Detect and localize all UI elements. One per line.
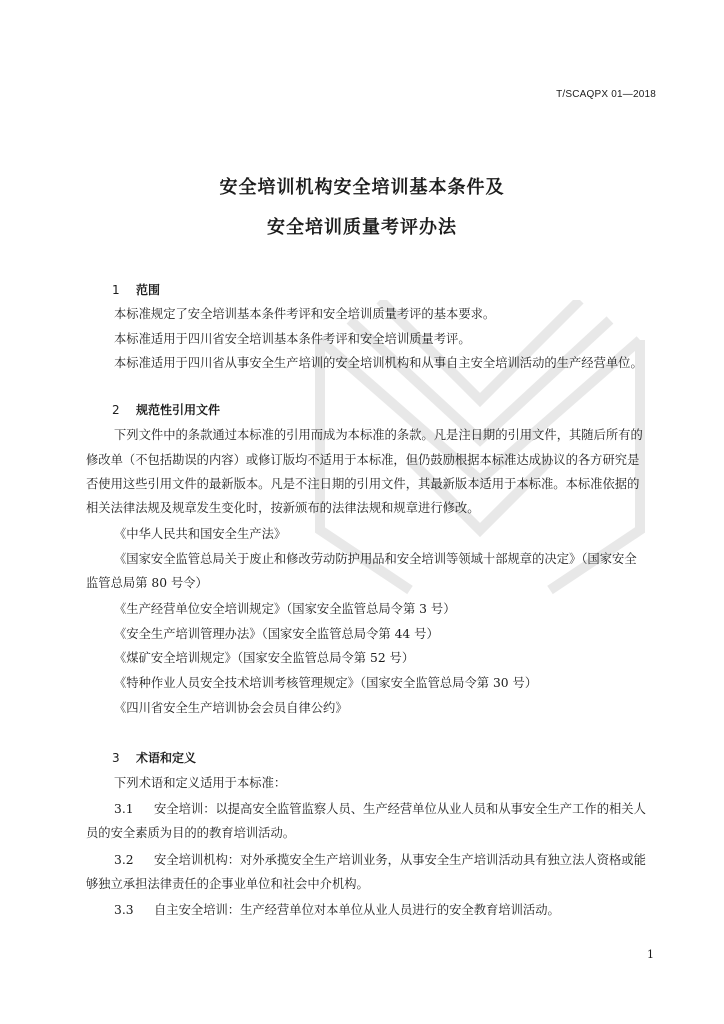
- reference-item: 监管总局第 80 号令）: [86, 576, 208, 590]
- term-number: 3.2: [114, 853, 134, 867]
- term-text: 安全培训机构：对外承揽安全生产培训业务，从事安全生产培训活动具有独立法人资格或能: [154, 853, 646, 867]
- paragraph-line: 否使用这些引用文件的最新版本。凡是不注日期的引用文件，其最新版本适用于本标准。本标准依据的: [86, 477, 640, 491]
- paragraph-line: 本标准适用于四川省从事安全生产培训的安全培训机构和从事自主安全培训活动的生产经营单位。: [114, 356, 643, 370]
- page-number: 1: [647, 948, 654, 961]
- term-number: 3.3: [114, 903, 134, 917]
- term-continuation: 员的安全素质为目的的教育培训活动。: [86, 826, 296, 840]
- section-title: 术语和定义: [136, 751, 197, 765]
- reference-item: 《四川省安全生产培训协会会员自律公约》: [114, 701, 348, 715]
- reference-item: 《中华人民共和国安全生产法》: [114, 527, 287, 541]
- term-text: 安全培训：以提高安全监管监察人员、生产经营单位从业人员和从事安全生产工作的相关人: [154, 802, 646, 816]
- paragraph-line: 本标准适用于四川省安全培训基本条件考评和安全培训质量考评。: [114, 332, 471, 346]
- standard-code: T/SCAQPX 01—2018: [556, 89, 656, 100]
- paragraph-line: 修改单（不包括勘误的内容）或修订版均不适用于本标准，但仍鼓励根据本标准达成协议的各方研究是: [86, 453, 640, 467]
- paragraph-line: 相关法律法规及规章发生变化时，按新颁布的法律法规和规章进行修改。: [86, 501, 480, 515]
- section-3-heading: [112, 750, 196, 766]
- term-text: 自主安全培训：生产经营单位对本单位从业人员进行的安全教育培训活动。: [154, 903, 560, 917]
- term-number: 3.1: [114, 802, 134, 816]
- reference-item: 《安全生产培训管理办法》（国家安全监管总局令第 44 号）: [114, 627, 439, 641]
- term-definition: [114, 902, 560, 918]
- section-2-heading: [112, 402, 220, 418]
- paragraph-line: 下列文件中的条款通过本标准的引用而成为本标准的条款。凡是注日期的引用文件，其随后所有的: [114, 428, 643, 442]
- reference-item: 《煤矿安全培训规定》（国家安全监管总局令第 52 号）: [114, 651, 415, 665]
- section-number: 1: [112, 283, 120, 297]
- reference-item: 《生产经营单位安全培训规定》（国家安全监管总局令第 3 号）: [114, 602, 456, 616]
- term-definition: [114, 801, 646, 817]
- section-number: 2: [112, 403, 120, 417]
- section-title: 范围: [136, 283, 161, 297]
- reference-item: 《特种作业人员安全技术培训考核管理规定》（国家安全监管总局令第 30 号）: [114, 676, 538, 690]
- reference-item: 《国家安全监管总局关于废止和修改劳动防护用品和安全培训等领域十部规章的决定》（国家安全: [114, 552, 637, 566]
- document-title-line-2: 安全培训质量考评办法: [267, 217, 457, 238]
- section-number: 3: [112, 751, 120, 765]
- paragraph-line: 本标准规定了安全培训基本条件考评和安全培训质量考评的基本要求。: [114, 307, 496, 321]
- term-continuation: 够独立承担法律责任的企事业单位和社会中介机构。: [86, 877, 369, 891]
- section-1-heading: [112, 282, 160, 298]
- document-title-line-1: 安全培训机构安全培训基本条件及: [219, 177, 505, 198]
- section-title: 规范性引用文件: [136, 403, 221, 417]
- term-definition: [114, 852, 646, 868]
- paragraph-line: 下列术语和定义适用于本标准：: [114, 776, 287, 790]
